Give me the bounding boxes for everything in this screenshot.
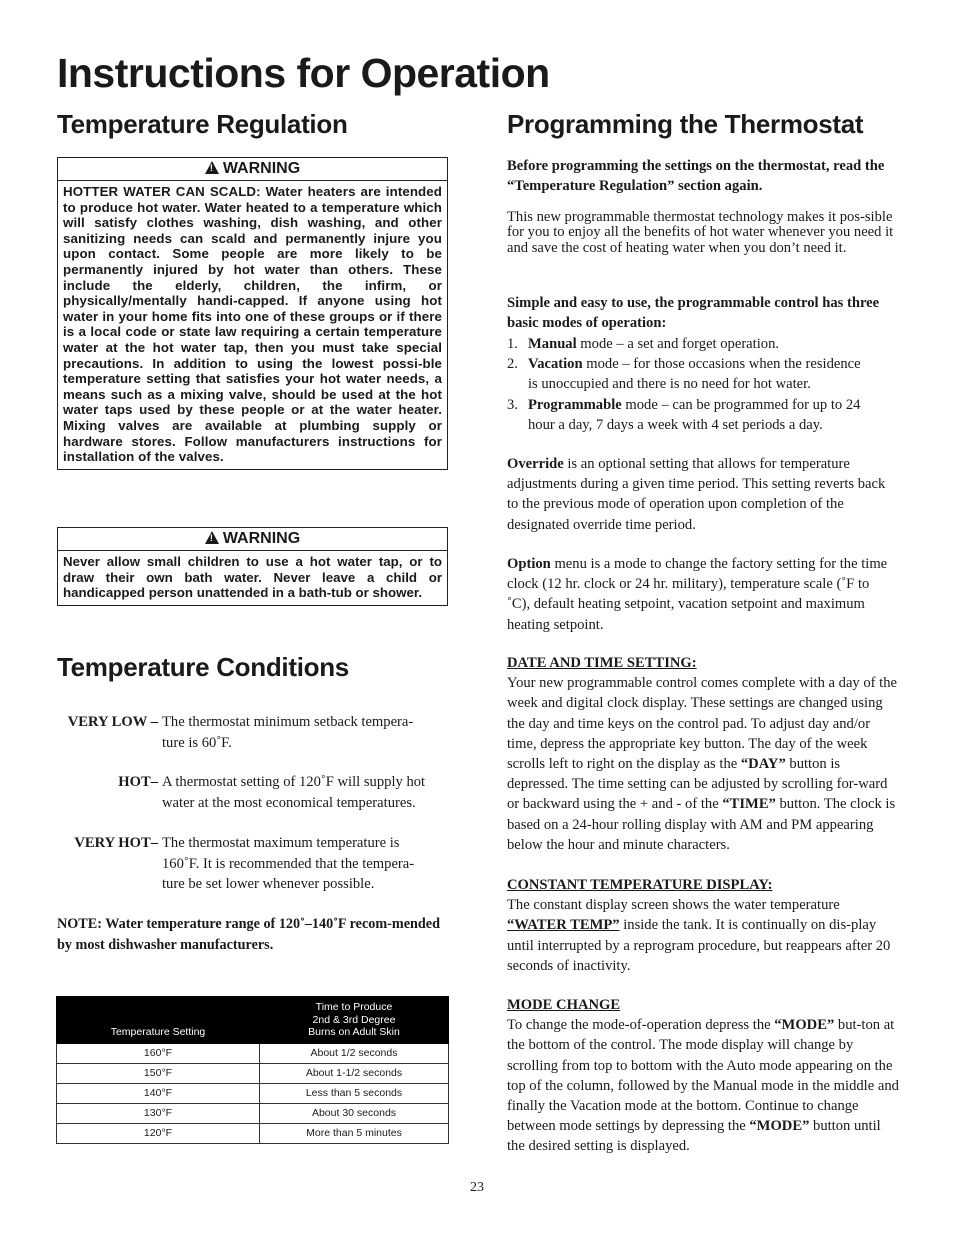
mode-key-label: “MODE” xyxy=(749,1118,810,1135)
scald-time-table xyxy=(56,996,449,1144)
date-time-section: DATE AND TIME SETTING: Your new programmable control comes complete with a day of the week and digital clock display. These settings are changed using the day and time keys on the control pad. To adjust day and/or time, depress the appropriate key button. The day of the week scrolls left to right on the display as the “DAY” button is depressed. The time setting can be adjusted by scrolling for-ward or backward using the + and - of the “TIME” button. The clock is based on a 24-hour rolling display with AM and PM appearing below the hour and minute characters. xyxy=(507,655,898,853)
constant-display-heading: CONSTANT TEMPERATURE DISPLAY: xyxy=(507,877,773,893)
child-warning-box xyxy=(57,527,448,606)
warning-header xyxy=(58,528,447,551)
header-time-to-produce: Time to Produce 2nd & 3rd Degree Burns on Adult Skin xyxy=(260,997,449,1044)
page-number: 23 xyxy=(470,1180,484,1195)
warning-triangle-icon xyxy=(205,531,219,544)
child-warning-text: Never allow small children to use a hot water tap, or to draw their own bath water. Never leave a child or handicapped person unattended in a bath-tub or shower. xyxy=(63,554,442,601)
mode-change-heading: MODE CHANGE xyxy=(507,997,621,1013)
warning-header xyxy=(58,158,447,181)
temperature-regulation-heading: Temperature Regulation xyxy=(57,109,348,139)
intro-paragraph: This new programmable thermostat technology makes it pos-sible for you to enjoy all the benefits of hot water whenever you need it and save the cost of heating water when you don’t need it. xyxy=(507,209,894,256)
mode-key-label: “MODE” xyxy=(774,1017,835,1034)
condition-term: VERY LOW – xyxy=(67,714,158,730)
warning-label: WARNING xyxy=(222,160,301,177)
dishwasher-note: NOTE: Water temperature range of 120˚–140˚F recom-mended by most dishwasher manufacturers. xyxy=(57,916,440,953)
page-title: Instructions for Operation xyxy=(57,50,550,96)
water-temp-key-label: “WATER TEMP” xyxy=(507,917,620,934)
time-key-label: “TIME” xyxy=(722,796,776,813)
option-paragraph: Option menu is a mode to change the factory setting for the time clock (12 hr. clock or 24 hr. military), temperature scale (˚F to ˚C), default heating setpoint, vacation setpoint and maximum heating setpoint. xyxy=(507,556,888,633)
temperature-conditions-heading: Temperature Conditions xyxy=(57,652,349,682)
programming-heading: Programming the Thermostat xyxy=(507,109,864,139)
warning-triangle-icon xyxy=(205,161,219,174)
day-key-label: “DAY” xyxy=(740,756,786,773)
temp-cell: 140°F xyxy=(57,1083,260,1103)
time-cell: About 1-1/2 seconds xyxy=(260,1063,449,1083)
temp-cell: 160°F xyxy=(57,1043,260,1063)
temp-cell: 130°F xyxy=(57,1103,260,1123)
table-row xyxy=(57,1103,449,1123)
table-row xyxy=(57,1083,449,1103)
override-paragraph: Override is an optional setting that allows for temperature adjustments during a given time period. This setting reverts back to the previous mode of operation upon completion of the designated override time period. xyxy=(507,456,886,533)
table-header-row xyxy=(57,997,449,1044)
condition-definition: The thermostat minimum setback tempera- ture is 60˚F. xyxy=(162,714,414,751)
scald-warning-box xyxy=(57,157,448,470)
condition-definition: The thermostat maximum temperature is 160˚F. It is recommended that the tempera- ture be set lower whenever possible. xyxy=(162,835,415,892)
condition-definition: A thermostat setting of 120˚F will supply hot water at the most economical temperatures. xyxy=(162,774,426,811)
header-temperature-setting: Temperature Setting xyxy=(57,997,260,1044)
constant-display-section: CONSTANT TEMPERATURE DISPLAY: The constant display screen shows the water temperature “WATER TEMP” inside the tank. It is continually on dis-play until interrupted by a reprogram procedure, but reappears after 20 seconds of inactivity. xyxy=(507,875,899,976)
scald-warning-text: HOTTER WATER CAN SCALD: Water heaters are intended to produce hot water. Water heated to a temperature which will satisfy clothes washing, dish washing, and other sanitizing needs can scald and permanently injure you upon contact. Some people are more likely to be permanently injured by hot water than others. These include the elderly, children, the infirm, or physically/mentally handi-capped. If anyone using hot water in your home fits into one of these groups or if there is a local code or state law requiring a certain temperature water at the hot water tap, then you must take special precautions. In addition to using the lowest possi-ble temperature setting that satisfies your hot water needs, a means such as a mixing valve, should be used at the hot water taps used by these people or at the water heater. Mixing valves are available at plumbing supply or hardware stores. Follow manufacturers instructions for installation of the valves. xyxy=(63,184,442,465)
time-cell: About 1/2 seconds xyxy=(260,1043,449,1063)
table-row xyxy=(57,1123,449,1143)
modes-intro: Simple and easy to use, the programmable control has three basic modes of operation: xyxy=(507,295,880,332)
intro-bold-text: Before programming the settings on the thermostat, read the “Temperature Regulation” section again. xyxy=(507,158,885,195)
date-time-heading: DATE AND TIME SETTING: xyxy=(507,655,697,671)
time-cell: Less than 5 seconds xyxy=(260,1083,449,1103)
temp-cell: 120°F xyxy=(57,1123,260,1143)
table-row xyxy=(57,1043,449,1063)
condition-term: HOT– xyxy=(118,774,158,790)
table-row xyxy=(57,1063,449,1083)
warning-label: WARNING xyxy=(222,530,301,547)
mode-change-section: MODE CHANGE To change the mode-of-operation depress the “MODE” but-ton at the bottom of the control. The mode display will change by scrolling from top to bottom with the Auto mode appearing on the top of the column, followed by the Manual mode in the middle and finally the Vacation mode at the bottom. Continue to change between mode settings by depressing the “MODE” button until the desired setting is displayed. xyxy=(507,997,899,1155)
condition-term: VERY HOT– xyxy=(74,835,158,851)
time-cell: More than 5 minutes xyxy=(260,1123,449,1143)
temp-cell: 150°F xyxy=(57,1063,260,1083)
time-cell: About 30 seconds xyxy=(260,1103,449,1123)
